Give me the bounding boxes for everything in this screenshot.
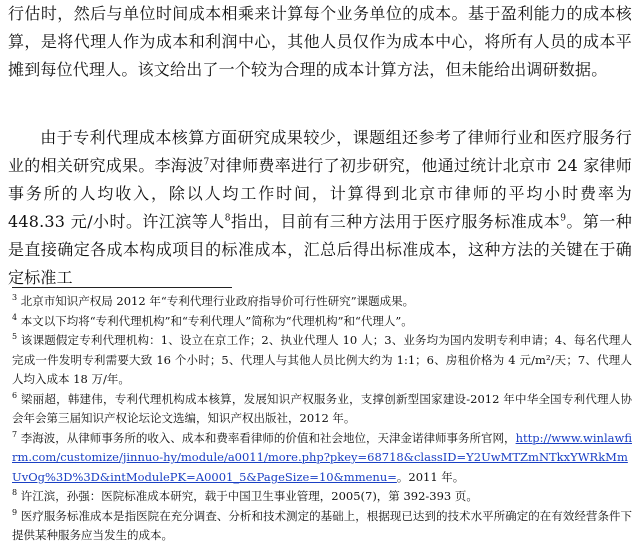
footnote-text-tail: 。2011 年。: [396, 469, 465, 484]
paragraph-2-segment-3: 指出，目前有三种方法用于医疗服务标准成本: [230, 212, 561, 231]
footnote-number: 8: [12, 488, 18, 498]
footnote-text: 梁丽超，韩建伟，专利代理机构成本核算，发展知识产权服务业，支撑创新型国家建设-2012 年中华全国专利代理人协会年会第三届知识产权论坛论文选编，知识产权出版社，2012 年。: [12, 391, 632, 425]
footnote-ref-9[interactable]: 9: [560, 213, 567, 224]
footnote-number: 5: [12, 332, 18, 342]
paragraph-2-segment-2: 对律师费率进行了初步研究，他通过统计北京市 24 家律师事务所的人均收入，除以人均工作时间，计算得到北京市律师的平均小时费率为 448.33 元/小时。许江滨等人: [8, 156, 632, 231]
footnote-3: [12, 292, 632, 312]
footnote-ref-7[interactable]: 7: [203, 157, 210, 168]
footnote-text: 北京市知识产权局 2012 年“专利代理行业政府指导价可行性研究”课题成果。: [20, 294, 415, 308]
footnote-ref-8[interactable]: 8: [224, 213, 231, 224]
footnote-8: [12, 487, 632, 507]
footnote-number: 7: [12, 429, 18, 439]
paragraph-1-line-3: 摊到每位代理人。该文给出了一个较为合理的成本计算方法，但未能给出调研数据。: [8, 60, 608, 79]
body-paragraph-2: [8, 124, 632, 292]
footnote-separator: [12, 287, 232, 288]
footnote-url-link[interactable]: http://www.winlawfirm.com/customize/jinnuo-hy/module/a0011/more.php?pkey=68718&classID=Y2UwMTZmNTkxYWRkMmUvOg%3D%3D&intModulePK=A0001_5&PageSize=10&mmenu=: [12, 430, 633, 484]
paragraph-2-segment-4: 。第一种是直接确定各成本构成项目的标准成本，汇总后得出标准成本，这种方法的关键在于确定标准工: [8, 212, 632, 287]
footnote-text: 许江滨，孙强：医院标准成本研究，载于中国卫生事业管理，2005(7)，第 392-393 页。: [20, 489, 478, 503]
paragraph-1-line-2: 算，是将代理人作为成本和利润中心，其他人员仅作为成本中心，将所有人员的成本平: [8, 32, 632, 51]
footnote-text: 李海波，从律师事务所的收入、成本和费率看律师的价值和社会地位，天津金诺律师事务所官网，: [20, 430, 516, 445]
footnote-6: [12, 390, 632, 429]
footnote-5: [12, 331, 632, 390]
footnote-number: 4: [12, 312, 18, 322]
footnote-text: 该课题假定专利代理机构：1、设立在京工作；2、执业代理人 10 人；3、业务均为国内发明专利申请；4、每名代理人完成一件发明专利需要大致 16 个小时；5、代理人与其他人员比例大约为 1:1；6、房租价格为 4 元/m²/天；7、代理人人均入成本 18 万/年。: [12, 333, 633, 386]
footnotes-section: [12, 292, 632, 546]
footnote-text: 本文以下均将“专利代理机构”和“专利代理人”简称为“代理机构”和“代理人”。: [20, 313, 413, 328]
body-paragraph-1: [8, 0, 632, 84]
paragraph-2-segment-1: 由于专利代理成本核算方面研究成果较少，课题组还参考了律师行业和医疗服务行业的相关研究成果。李海波: [8, 128, 632, 175]
footnote-text: 医疗服务标准成本是指医院在充分调查、分析和技术测定的基础上，根据现已达到的技术水平所确定的在有效经营条件下提供某种服务应当发生的成本。: [12, 508, 633, 542]
footnote-number: 9: [12, 507, 18, 517]
footnote-4: [12, 312, 632, 332]
footnote-number: 3: [12, 293, 18, 303]
footnote-7: [12, 429, 632, 488]
footnote-number: 6: [12, 390, 18, 400]
paragraph-1-line-1: 行估时，然后与单位时间成本相乘来计算每个业务单位的成本。基于盈利能力的成本核: [8, 4, 632, 23]
footnote-9: [12, 507, 632, 546]
